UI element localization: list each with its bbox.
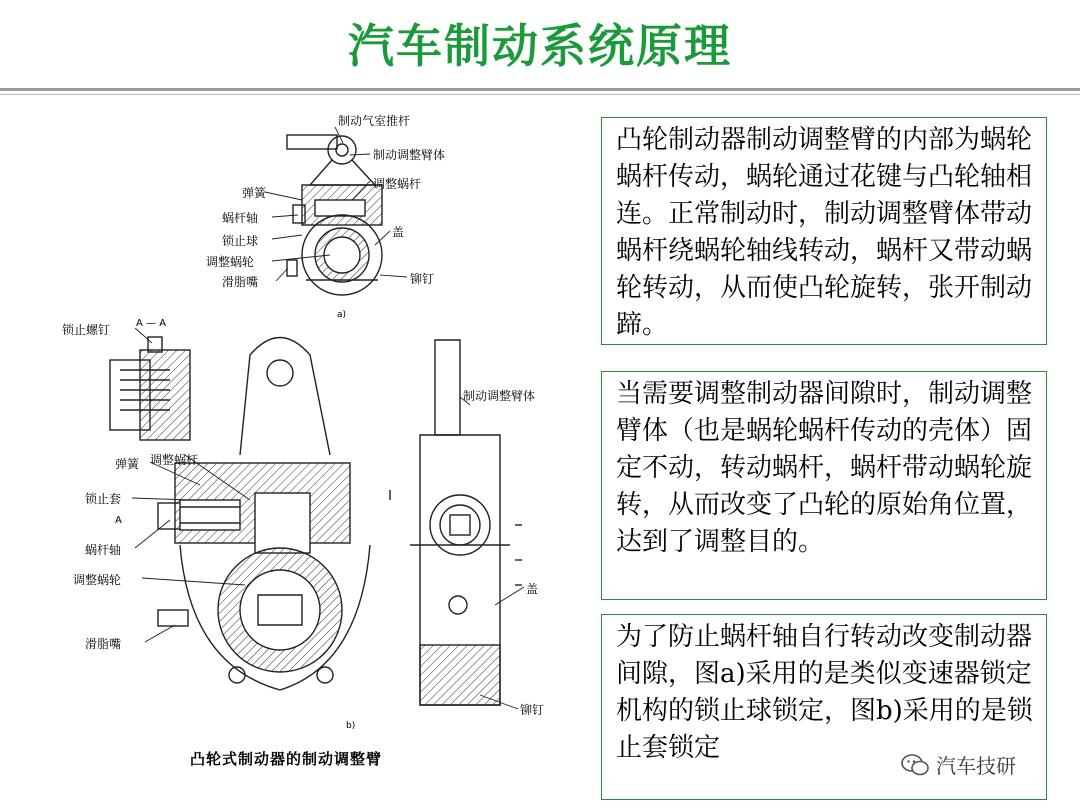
label-arm-body-a: 制动调整臂体 bbox=[373, 148, 446, 162]
wechat-icon bbox=[900, 753, 930, 777]
label-lock-ball: 锁止球 bbox=[222, 234, 259, 248]
figure-a-drawing bbox=[287, 135, 382, 295]
label-section-aa: A — A bbox=[136, 318, 167, 329]
label-fig-a: a) bbox=[337, 310, 347, 320]
label-worm-wheel-b: 调整蜗轮 bbox=[73, 573, 122, 587]
watermark-text: 汽车技研 bbox=[936, 754, 1016, 778]
label-rivet-a: 铆钉 bbox=[410, 272, 435, 286]
label-grease-b: 滑脂嘴 bbox=[85, 637, 122, 651]
text-box-adjustment: 当需要调整制动器间隙时，制动调整臂体（也是蜗轮蜗杆传动的壳体）固定不动，转动蜗杆，蜗杆带动蜗轮旋转，从而改变了凸轮的原始角位置，达到了调整目的。 bbox=[601, 371, 1047, 600]
label-spring-a: 弹簧 bbox=[242, 186, 267, 200]
watermark bbox=[900, 750, 1016, 779]
title-divider-thin bbox=[0, 94, 1080, 95]
figure-b-section-drawing bbox=[110, 337, 190, 440]
label-worm-shaft-a: 蜗杆轴 bbox=[222, 211, 259, 225]
label-worm-shaft-b: 蜗杆轴 bbox=[85, 543, 122, 557]
label-lock-sleeve: 锁止套 bbox=[85, 492, 122, 506]
label-section-mark: A bbox=[115, 515, 122, 526]
text-box-locking: 为了防止蜗杆轴自行转动改变制动器间隙，图a)采用的是类似变速器锁定机构的锁止球锁定，图b)采用的是锁止套锁定 bbox=[601, 614, 1047, 800]
label-spring-b: 弹簧 bbox=[115, 457, 140, 471]
label-rivet-b: 铆钉 bbox=[520, 703, 545, 717]
title-divider bbox=[0, 88, 1080, 91]
label-grease-a: 滑脂嘴 bbox=[222, 275, 259, 289]
label-arm-body-b: 制动调整臂体 bbox=[463, 389, 536, 403]
label-cover-b: 盖 bbox=[526, 582, 539, 596]
diagram-drawing bbox=[40, 105, 580, 800]
label-worm-a: 调整蜗杆 bbox=[373, 177, 422, 191]
text-box-worm-gear: 凸轮制动器制动调整臂的内部为蜗轮蜗杆传动，蜗轮通过花键与凸轮轴相连。正常制动时，制动调整臂体带动蜗杆绕蜗轮轴线转动，蜗杆又带动蜗轮转动，从而使凸轮旋转，张开制动蹄。 bbox=[601, 117, 1047, 345]
label-lock-screw: 锁止螺钉 bbox=[62, 323, 111, 337]
brake-adjuster-diagram bbox=[40, 105, 580, 800]
label-cover-a: 盖 bbox=[392, 225, 405, 239]
page-title: 汽车制动系统原理 bbox=[348, 19, 732, 73]
label-fig-b: b) bbox=[346, 721, 356, 731]
label-worm-wheel-a: 调整蜗轮 bbox=[206, 255, 255, 269]
diagram-caption: 凸轮式制动器的制动调整臂 bbox=[190, 750, 383, 768]
label-pushrod: 制动气室推杆 bbox=[338, 114, 411, 128]
label-worm-b: 调整蜗杆 bbox=[150, 453, 199, 467]
